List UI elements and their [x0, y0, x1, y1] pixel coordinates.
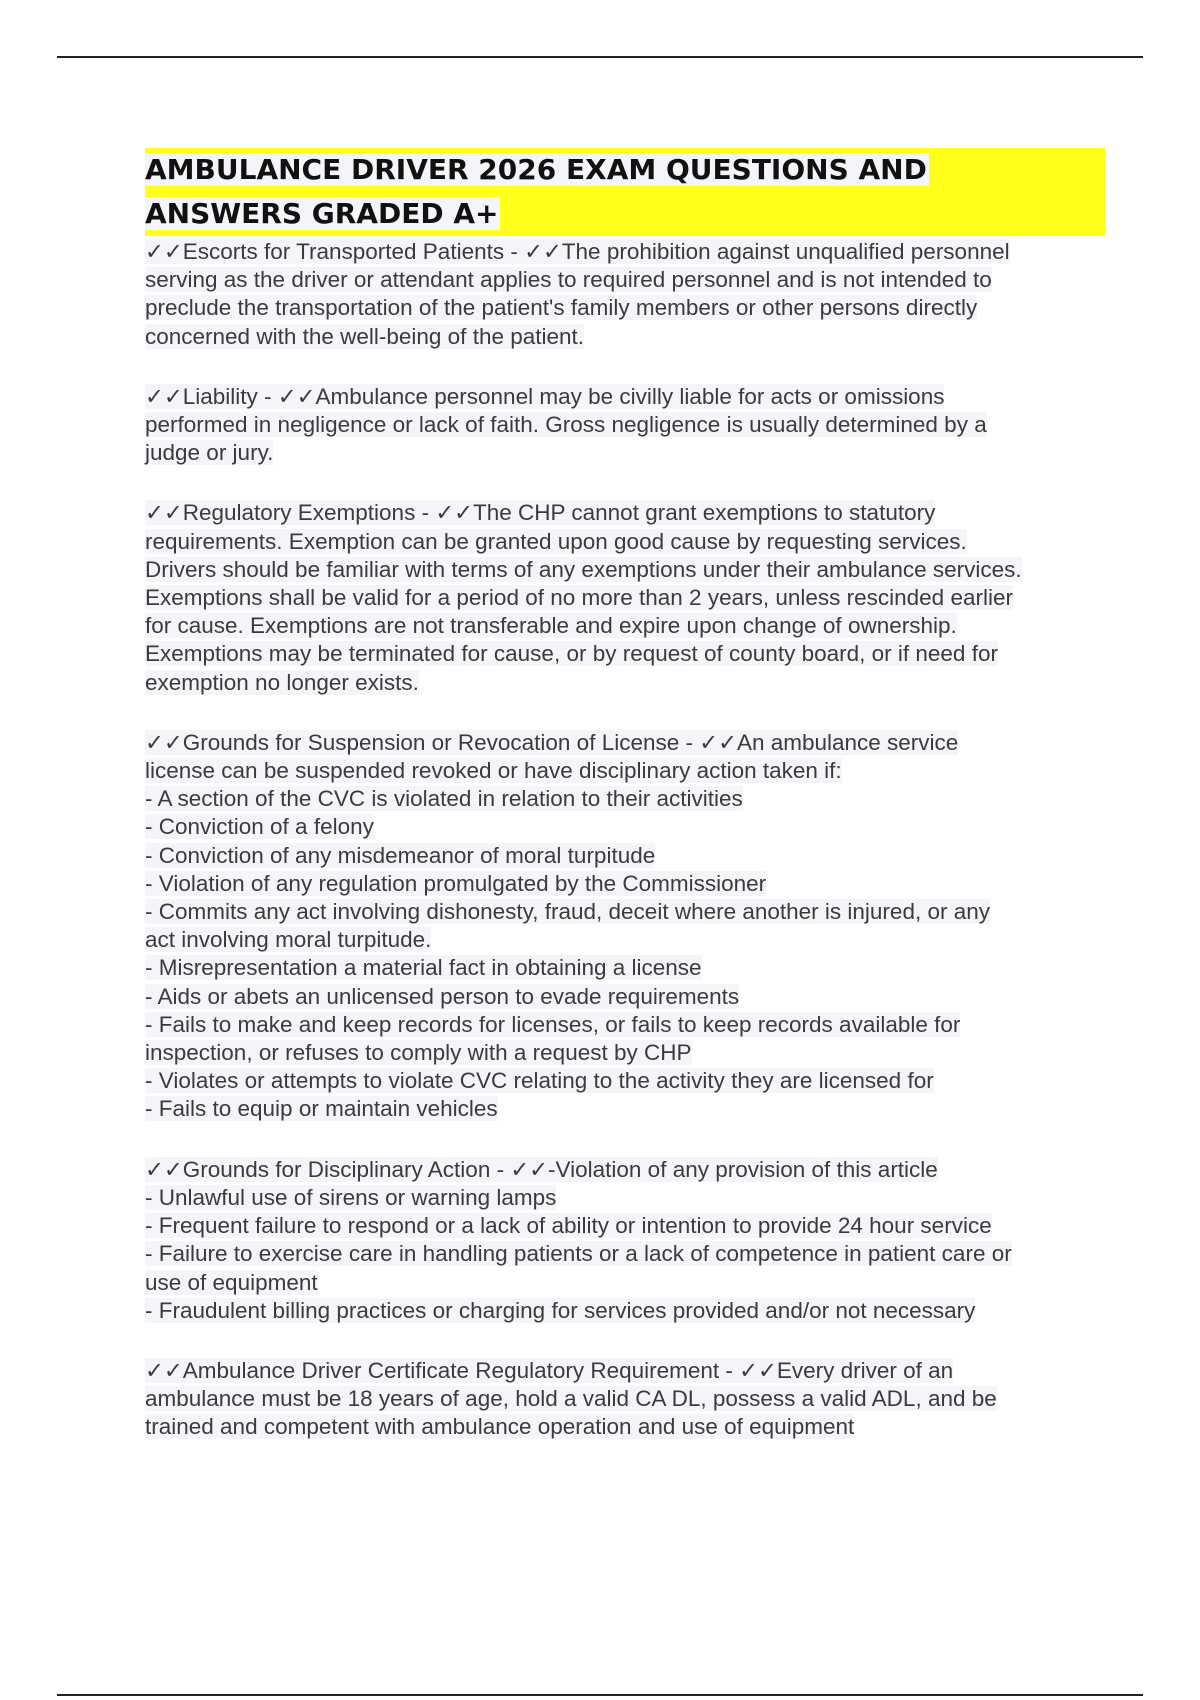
- document-title: [145, 148, 1105, 236]
- qa-text-line: use of equipment: [145, 1269, 318, 1295]
- qa-text-line: Exemptions may be terminated for cause, or by request of county board, or if need for: [145, 641, 998, 667]
- qa-text-line: judge or jury.: [145, 440, 274, 466]
- qa-text-line: ✓✓Regulatory Exemptions - ✓✓The CHP cannot grant exemptions to statutory: [145, 500, 936, 526]
- qa-text-line: ✓✓Escorts for Transported Patients - ✓✓The prohibition against unqualified personnel: [145, 239, 1010, 264]
- qa-text-line: - Misrepresentation a material fact in obtaining a license: [145, 955, 702, 981]
- qa-entry: [145, 729, 1105, 1124]
- qa-text-line: - Failure to exercise care in handling patients or a lack of competence in patient care or: [145, 1241, 1012, 1267]
- qa-text-line: ✓✓Grounds for Suspension or Revocation of License - ✓✓An ambulance service: [145, 729, 959, 755]
- qa-text-line: Drivers should be familiar with terms of any exemptions under their ambulance services.: [145, 556, 1022, 582]
- qa-entry: [145, 238, 1105, 351]
- qa-entry: [145, 499, 1105, 696]
- qa-text-line: serving as the driver or attendant applies to required personnel and is not intended to: [145, 267, 992, 293]
- page-footer-rule: [57, 1694, 1143, 1696]
- qa-text-line: - Violation of any regulation promulgated by the Commissioner: [145, 870, 767, 896]
- title-line: AMBULANCE DRIVER 2026 EXAM QUESTIONS AND: [145, 148, 1105, 192]
- qa-list: [145, 238, 1105, 1442]
- qa-entry: [145, 1156, 1105, 1325]
- qa-text-line: - Commits any act involving dishonesty, fraud, deceit where another is injured, or any: [145, 899, 990, 925]
- document-body: [145, 148, 1105, 1474]
- qa-text-line: requirements. Exemption can be granted upon good cause by requesting services.: [145, 528, 967, 554]
- qa-text-line: - Violates or attempts to violate CVC relating to the activity they are licensed for: [145, 1068, 934, 1094]
- qa-entry: [145, 1357, 1105, 1442]
- qa-text-line: - Fraudulent billing practices or charging for services provided and/or not necessary: [145, 1297, 976, 1323]
- qa-text-line: concerned with the well-being of the patient.: [145, 323, 585, 349]
- title-line: ANSWERS GRADED A+: [145, 192, 1105, 236]
- qa-text-line: - Fails to equip or maintain vehicles: [145, 1096, 498, 1122]
- qa-text-line: Exemptions shall be valid for a period of no more than 2 years, unless rescinded earlier: [145, 585, 1013, 611]
- qa-text-line: for cause. Exemptions are not transferable and expire upon change of ownership.: [145, 613, 957, 639]
- qa-text-line: ✓✓Liability - ✓✓Ambulance personnel may be civilly liable for acts or omissions: [145, 383, 945, 409]
- qa-text-line: license can be suspended revoked or have disciplinary action taken if:: [145, 758, 842, 784]
- qa-text-line: - Conviction of a felony: [145, 814, 374, 840]
- qa-text-line: - Conviction of any misdemeanor of moral turpitude: [145, 842, 656, 868]
- qa-text-line: - Unlawful use of sirens or warning lamps: [145, 1184, 557, 1210]
- qa-text-line: - Aids or abets an unlicensed person to evade requirements: [145, 983, 740, 1009]
- qa-text-line: trained and competent with ambulance operation and use of equipment: [145, 1414, 855, 1440]
- qa-text-line: - Fails to make and keep records for licenses, or fails to keep records available for: [145, 1011, 961, 1037]
- qa-text-line: performed in negligence or lack of faith. Gross negligence is usually determined by a: [145, 412, 987, 438]
- qa-text-line: ✓✓Ambulance Driver Certificate Regulatory Requirement - ✓✓Every driver of an: [145, 1357, 954, 1383]
- qa-text-line: preclude the transportation of the patient's family members or other persons directly: [145, 295, 978, 321]
- qa-text-line: - A section of the CVC is violated in relation to their activities: [145, 786, 743, 812]
- qa-entry: [145, 383, 1105, 468]
- page-header-rule: [57, 56, 1143, 58]
- qa-text-line: ✓✓Grounds for Disciplinary Action - ✓✓-Violation of any provision of this article: [145, 1156, 938, 1182]
- qa-text-line: exemption no longer exists.: [145, 669, 419, 695]
- qa-text-line: ambulance must be 18 years of age, hold a valid CA DL, possess a valid ADL, and be: [145, 1386, 997, 1412]
- qa-text-line: inspection, or refuses to comply with a request by CHP: [145, 1040, 692, 1066]
- qa-text-line: - Frequent failure to respond or a lack of ability or intention to provide 24 hour service: [145, 1213, 992, 1239]
- qa-text-line: act involving moral turpitude.: [145, 927, 432, 953]
